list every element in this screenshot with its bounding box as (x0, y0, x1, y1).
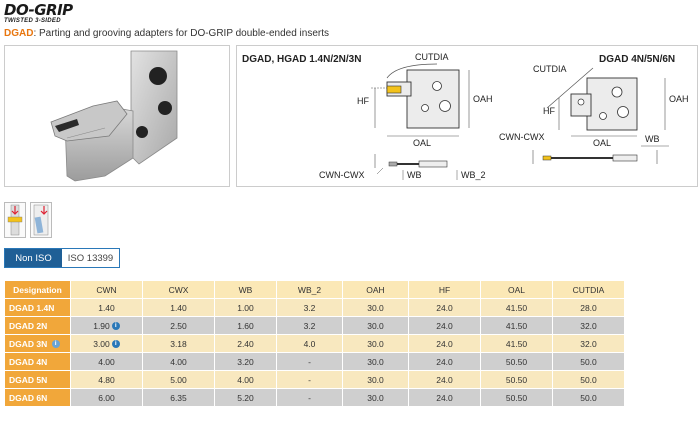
cell-oah (343, 389, 409, 407)
header-wb-2[interactable]: WB_2 (277, 281, 343, 299)
cell-value: 50.0 (580, 392, 597, 403)
designation-text: DGAD 1.4N (9, 302, 55, 313)
cell-value: 1.90 (93, 320, 110, 331)
cell-oal (481, 371, 553, 389)
cell-value: 5.00 (170, 374, 187, 385)
cell-cutdia (553, 353, 625, 371)
cell-value: 4.00 (237, 374, 254, 385)
cell-value: 32.0 (580, 320, 597, 331)
cell-value: 50.50 (505, 356, 528, 367)
cell-oal (481, 389, 553, 407)
cell-value: 50.0 (580, 356, 597, 367)
cell-cwx (143, 371, 215, 389)
svg-text:HF: HF (543, 106, 555, 116)
cell-value: 24.0 (436, 392, 453, 403)
table-row[interactable] (5, 353, 625, 371)
cell-value: 24.0 (436, 374, 453, 385)
cell-value: 6.35 (170, 392, 187, 403)
svg-text:WB_2: WB_2 (461, 170, 486, 180)
cell-cutdia (553, 389, 625, 407)
svg-text:OAL: OAL (593, 138, 612, 148)
cell-hf (409, 317, 481, 335)
cell-cwn (71, 389, 143, 407)
cell-value: 1.00 (237, 302, 254, 313)
brand-logo (4, 3, 84, 27)
tab-iso-13399[interactable]: ISO 13399 (67, 252, 114, 264)
thumbnail-2-icon (31, 203, 51, 237)
header-cutdia[interactable]: CUTDIA (553, 281, 625, 299)
cell-value: 3.2 (303, 320, 316, 331)
logo-text: DO-GRIP (4, 1, 73, 19)
cell-value: 1.40 (170, 302, 187, 313)
cell-oah (343, 353, 409, 371)
designation-text: DGAD 5N (9, 374, 48, 385)
cell-value: 41.50 (505, 338, 528, 349)
svg-text:CUTDIA: CUTDIA (415, 52, 449, 62)
svg-text:OAH: OAH (669, 94, 689, 104)
cell-value: 24.0 (436, 320, 453, 331)
info-icon[interactable]: i (112, 340, 120, 348)
cell-cwn (71, 317, 143, 335)
header-hf[interactable]: HF (409, 281, 481, 299)
tab-non-iso[interactable]: Non ISO (5, 249, 62, 267)
cell-wb-2 (277, 335, 343, 353)
cell-hf (409, 299, 481, 317)
cell-cwn (71, 299, 143, 317)
cell-cwn (71, 335, 143, 353)
cell-value: 4.00 (170, 356, 187, 367)
cell-oah (343, 299, 409, 317)
cell-wb-2 (277, 389, 343, 407)
svg-text:WB: WB (407, 170, 422, 180)
table-row[interactable] (5, 335, 625, 353)
cell-value: - (308, 392, 311, 403)
cell-value: 4.0 (303, 338, 316, 349)
svg-text:OAL: OAL (413, 138, 432, 148)
designation-text: DGAD 6N (9, 392, 48, 403)
cell-value: 3.00 (93, 338, 110, 349)
cell-oal (481, 299, 553, 317)
cell-value: 50.0 (580, 374, 597, 385)
cell-value: 30.0 (367, 338, 384, 349)
svg-text:CUTDIA: CUTDIA (533, 64, 567, 74)
cell-cwx (143, 389, 215, 407)
cell-oah (343, 371, 409, 389)
cell-value: 30.0 (367, 374, 384, 385)
cell-value: 4.00 (98, 356, 115, 367)
header-cwn[interactable]: CWN (71, 281, 143, 299)
designation-text: DGAD 4N (9, 356, 48, 367)
cell-value: 2.50 (170, 320, 187, 331)
cell-oal (481, 353, 553, 371)
cell-value: 30.0 (367, 320, 384, 331)
cell-value: 5.20 (237, 392, 254, 403)
header-wb[interactable]: WB (215, 281, 277, 299)
designation-cell[interactable] (5, 371, 71, 389)
cell-value: 2.40 (237, 338, 254, 349)
cell-cwx (143, 317, 215, 335)
cell-value: 24.0 (436, 302, 453, 313)
svg-text:WB: WB (645, 134, 660, 144)
header-oal[interactable]: OAL (481, 281, 553, 299)
cell-wb (215, 317, 277, 335)
specification-table (4, 280, 625, 407)
cell-value: 32.0 (580, 338, 597, 349)
cell-value: 1.60 (237, 320, 254, 331)
cell-cwn (71, 353, 143, 371)
designation-text: DGAD 3N (9, 338, 48, 349)
designation-cell[interactable] (5, 353, 71, 371)
cell-value: - (308, 356, 311, 367)
table-header-row (5, 281, 625, 299)
header-oah[interactable]: OAH (343, 281, 409, 299)
cell-wb-2 (277, 371, 343, 389)
cell-wb (215, 299, 277, 317)
cell-hf (409, 389, 481, 407)
cell-wb-2 (277, 299, 343, 317)
table-row[interactable] (5, 371, 625, 389)
dimension-drawing (237, 46, 697, 186)
cell-value: 30.0 (367, 356, 384, 367)
cell-cutdia (553, 335, 625, 353)
cell-value: 24.0 (436, 338, 453, 349)
cell-hf (409, 371, 481, 389)
cell-cwx (143, 335, 215, 353)
cell-value: 41.50 (505, 302, 528, 313)
table-row[interactable] (5, 299, 625, 317)
cell-value: 30.0 (367, 392, 384, 403)
product-description: : Parting and grooving adapters for DO-GRIP double-ended inserts (33, 28, 329, 39)
cell-value: - (308, 374, 311, 385)
product-photo[interactable] (4, 45, 230, 187)
designation-cell[interactable] (5, 299, 71, 317)
cell-oah (343, 335, 409, 353)
cell-value: 6.00 (98, 392, 115, 403)
designation-text: DGAD 2N (9, 320, 48, 331)
logo-subtext: TWISTED 3-SIDED (4, 18, 61, 24)
cell-value: 3.18 (170, 338, 187, 349)
cell-wb (215, 353, 277, 371)
left-diagram-title: DGAD, HGAD 1.4N/2N/3N (242, 54, 362, 65)
right-diagram-title: DGAD 4N/5N/6N (599, 54, 676, 65)
svg-text:CWN-CWX: CWN-CWX (499, 132, 545, 142)
cell-wb (215, 389, 277, 407)
page-subtitle (4, 28, 329, 39)
cell-value: 50.50 (505, 392, 528, 403)
svg-text:OAH: OAH (473, 94, 493, 104)
svg-text:CWN-CWX: CWN-CWX (319, 170, 365, 180)
cell-hf (409, 353, 481, 371)
table-row[interactable] (5, 389, 625, 407)
cell-oal (481, 317, 553, 335)
view-thumbnails (4, 202, 74, 238)
product-code: DGAD (4, 28, 34, 39)
info-icon[interactable]: i (52, 340, 60, 348)
thumbnail-1[interactable] (4, 202, 26, 238)
table-row[interactable] (5, 317, 625, 335)
cell-cwx (143, 353, 215, 371)
cell-value: 50.50 (505, 374, 528, 385)
thumbnail-1-icon (5, 203, 25, 237)
adapter-illustration (5, 46, 229, 186)
cell-value: 30.0 (367, 302, 384, 313)
cell-wb-2 (277, 353, 343, 371)
cell-cutdia (553, 317, 625, 335)
cell-cwx (143, 299, 215, 317)
cell-wb (215, 335, 277, 353)
header-designation[interactable]: Designation (5, 281, 71, 299)
cell-value: 1.40 (98, 302, 115, 313)
cell-oah (343, 317, 409, 335)
cell-value: 28.0 (580, 302, 597, 313)
cell-wb (215, 371, 277, 389)
designation-cell[interactable] (5, 389, 71, 407)
cell-value: 4.80 (98, 374, 115, 385)
cell-cutdia (553, 371, 625, 389)
cell-wb-2 (277, 317, 343, 335)
cell-value: 41.50 (505, 320, 528, 331)
technical-diagram[interactable] (236, 45, 698, 187)
cell-value: 3.20 (237, 356, 254, 367)
info-icon[interactable]: i (112, 322, 120, 330)
cell-cutdia (553, 299, 625, 317)
cell-hf (409, 335, 481, 353)
iso-tab-bar (4, 248, 120, 268)
cell-value: 24.0 (436, 356, 453, 367)
designation-cell[interactable] (5, 335, 71, 353)
designation-cell[interactable] (5, 317, 71, 335)
cell-value: 3.2 (303, 302, 316, 313)
svg-text:HF: HF (357, 96, 369, 106)
cell-oal (481, 335, 553, 353)
cell-cwn (71, 371, 143, 389)
header-cwx[interactable]: CWX (143, 281, 215, 299)
thumbnail-2[interactable] (30, 202, 52, 238)
